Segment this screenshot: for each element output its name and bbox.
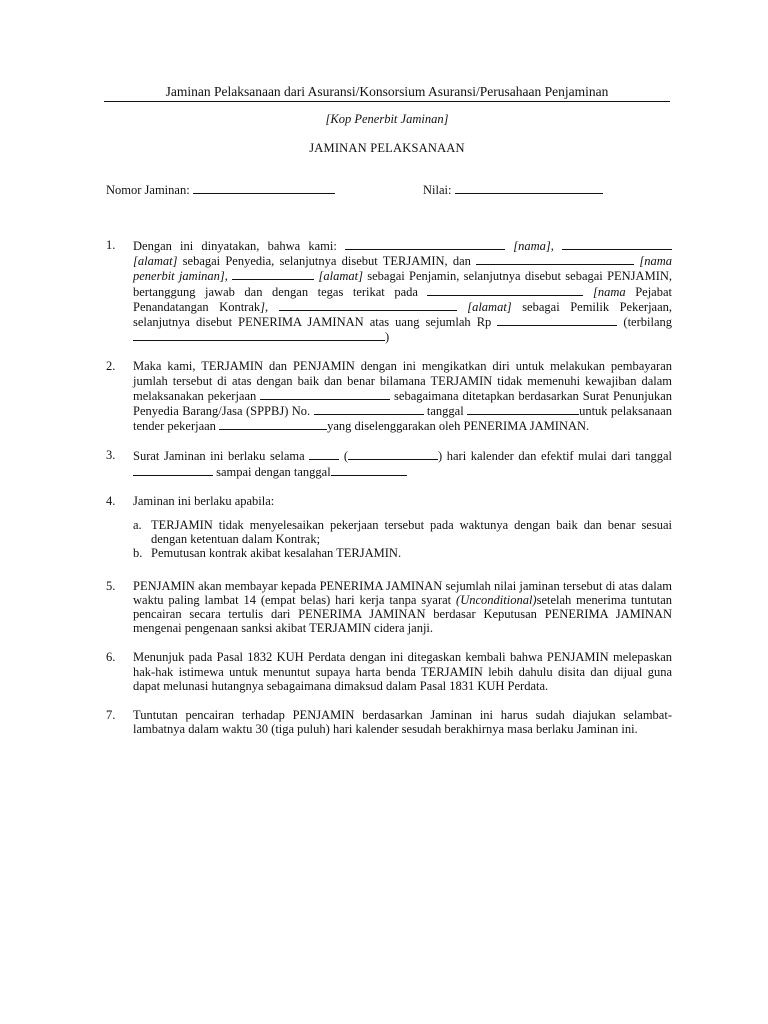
- sub-clause-list: [133, 518, 672, 561]
- fill-in-blank: [232, 268, 314, 280]
- nomor-jaminan-blank: [193, 182, 335, 194]
- clause-text-span: untuk pelaksanaan tender pekerjaan: [133, 404, 672, 434]
- clause-text-span: sebagai Penyedia, selanjutnya disebut TERJAMIN, dan: [177, 254, 477, 269]
- fill-in-blank: [279, 299, 457, 311]
- fill-in-blank: [133, 329, 385, 341]
- clause-item: [106, 359, 672, 433]
- italic-placeholder-text: ]: [260, 299, 266, 314]
- italic-placeholder-text: [alamat]: [318, 269, 363, 284]
- clause-item: [106, 708, 672, 736]
- clause-text-span: ) hari kalender dan efektif mulai dari tanggal: [438, 449, 672, 464]
- fill-in-blank: [562, 238, 672, 250]
- clause-text-span: ,: [550, 239, 563, 253]
- clause-text-span: Surat Jaminan ini berlaku selama: [133, 449, 310, 464]
- nomor-jaminan-field: [106, 182, 335, 198]
- clause-number: 2.: [106, 359, 116, 374]
- clause-text-span: Maka kami, TERJAMIN dan PENJAMIN dengan ini mengikatkan diri untuk melakukan pembayaran jumlah tersebut di atas dengan baik dan benar bilamana TERJAMIN tidak memenuhi kewajiban dalam melaksanakan pekerjaan: [133, 359, 672, 403]
- clause-item: [106, 494, 672, 561]
- clause-text-span: sebagai Pemilik Pekerjaan, selanjutnya disebut PENERIMA JAMINAN atas uang sejumlah Rp: [133, 299, 673, 330]
- clause-text-span: yang diselenggarakan oleh PENERIMA JAMINAN.: [327, 419, 590, 434]
- clause-number: 6.: [106, 650, 116, 665]
- clause-number: 7.: [106, 708, 116, 723]
- clause-text-span: [457, 300, 468, 314]
- fill-in-blank: [345, 238, 505, 250]
- clause-text-span: sebagai Penjamin, selanjutnya disebut sebagai PENJAMIN, bertanggung jawab dan dengan tegas terikat pada: [133, 269, 673, 299]
- clause-text-span: (terbilang: [617, 315, 673, 330]
- fill-in-blank: [467, 403, 579, 415]
- clause-text-span: [505, 239, 513, 253]
- italic-placeholder-text: [nama]: [513, 239, 551, 253]
- clause-text-span: sebagaimana ditetapkan berdasarkan Surat Penunjukan Penyedia Barang/Jasa (SPPBJ) No.: [133, 388, 672, 419]
- sub-clause-mark: b.: [133, 546, 143, 561]
- clause-text: [133, 494, 672, 508]
- clause-number: 4.: [106, 493, 116, 508]
- clause-text-span: Menunjuk pada Pasal 1832 KUH Perdata dengan ini ditegaskan kembali bahwa PENJAMIN melepaskan hak-hak istimewa untuk menuntut supaya harta benda TERJAMIN lebih dahulu disita dan dijual guna dapat melunasi hutangnya sebagaimana dimaksud dalam Pasal 1831 KUH Perdata.: [133, 650, 672, 693]
- fill-in-blank: [427, 284, 583, 296]
- nilai-blank: [455, 182, 603, 194]
- clause-text: [133, 708, 672, 736]
- italic-placeholder-text: (Unconditional): [456, 592, 537, 607]
- fill-in-blank: [348, 448, 438, 460]
- clause-item: [106, 579, 672, 636]
- fill-in-blank: [309, 448, 339, 460]
- clause-number: 1.: [106, 238, 116, 252]
- clause-text: [133, 579, 672, 636]
- fill-in-blank: [476, 253, 634, 265]
- italic-placeholder-text: [alamat]: [467, 299, 512, 314]
- nilai-field: [423, 182, 603, 198]
- clause-text-span: [583, 285, 593, 299]
- clause-text: [133, 359, 672, 433]
- clause-text-span: ,: [224, 269, 233, 284]
- header-title: Jaminan Pelaksanaan dari Asuransi/Konsorsium Asuransi/Perusahaan Penjaminan: [104, 84, 670, 102]
- clause-item: [106, 238, 672, 344]
- fill-in-blank: [497, 314, 617, 326]
- clause-number: 5.: [106, 578, 116, 593]
- clause-text: [133, 650, 672, 693]
- clause-text-span: PENJAMIN akan membayar kepada PENERIMA JAMINAN sejumlah nilai jaminan tersebut di atas dalam waktu paling lambat 14 (empat belas) hari kerja tanpa syarat: [133, 578, 672, 607]
- italic-placeholder-text: [nama: [593, 284, 626, 299]
- clause-item: [106, 448, 672, 478]
- kop-penerbit-placeholder: [Kop Penerbit Jaminan]: [325, 112, 449, 126]
- nomor-jaminan-label: Nomor Jaminan:: [106, 183, 190, 197]
- clause-text-span: Pejabat Penandatangan Kontrak: [133, 284, 673, 314]
- fill-in-blank: [133, 464, 213, 476]
- sub-clause-text: Pemutusan kontrak akibat kesalahan TERJAMIN.: [151, 546, 402, 561]
- document-title: JAMINAN PELAKSANAAN: [309, 141, 465, 155]
- clause-text-span: ): [385, 330, 390, 345]
- sub-clause-item: [133, 518, 672, 546]
- clause-text: [133, 238, 672, 344]
- sub-clause-item: [133, 546, 672, 560]
- sub-clause-mark: a.: [133, 518, 142, 533]
- clause-text-span: setelah menerima tuntutan pencairan secara tertulis dari PENERIMA JAMINAN berdasar Keputusan PENERIMA JAMINAN mengenai pengenaan sanksi akibat TERJAMIN cidera janji.: [133, 592, 672, 636]
- clause-text-span: Dengan ini dinyatakan, bahwa kami:: [133, 239, 346, 253]
- clause-item: [106, 650, 672, 693]
- clause-list: [106, 238, 672, 751]
- clause-text-span: (: [339, 449, 349, 464]
- clause-text-span: Jaminan ini berlaku apabila:: [133, 493, 275, 508]
- clause-text-span: Tuntutan pencairan terhadap PENJAMIN berdasarkan Jaminan ini harus sudah diajukan selambat-lambatnya dalam waktu 30 (tiga puluh) hari kalender sesudah berakhirnya masa berlaku Jaminan ini.: [133, 708, 672, 737]
- nilai-label: Nilai:: [423, 183, 452, 197]
- italic-placeholder-text: [nama penerbit jaminan]: [133, 254, 673, 284]
- fill-in-blank: [331, 464, 407, 476]
- clause-text-span: ,: [265, 299, 279, 314]
- fill-in-blank: [219, 418, 327, 430]
- fill-in-blank: [314, 403, 424, 415]
- fill-in-blank: [260, 388, 390, 400]
- clause-number: 3.: [106, 448, 116, 463]
- italic-placeholder-text: [alamat]: [133, 254, 178, 269]
- clause-text-span: sampai dengan tanggal: [213, 464, 331, 479]
- clause-text-span: tanggal: [423, 404, 468, 419]
- sub-clause-text: TERJAMIN tidak menyelesaikan pekerjaan tersebut pada waktunya dengan baik dan benar sesuai dengan ketentuan dalam Kontrak;: [151, 518, 672, 547]
- clause-text: [133, 448, 672, 478]
